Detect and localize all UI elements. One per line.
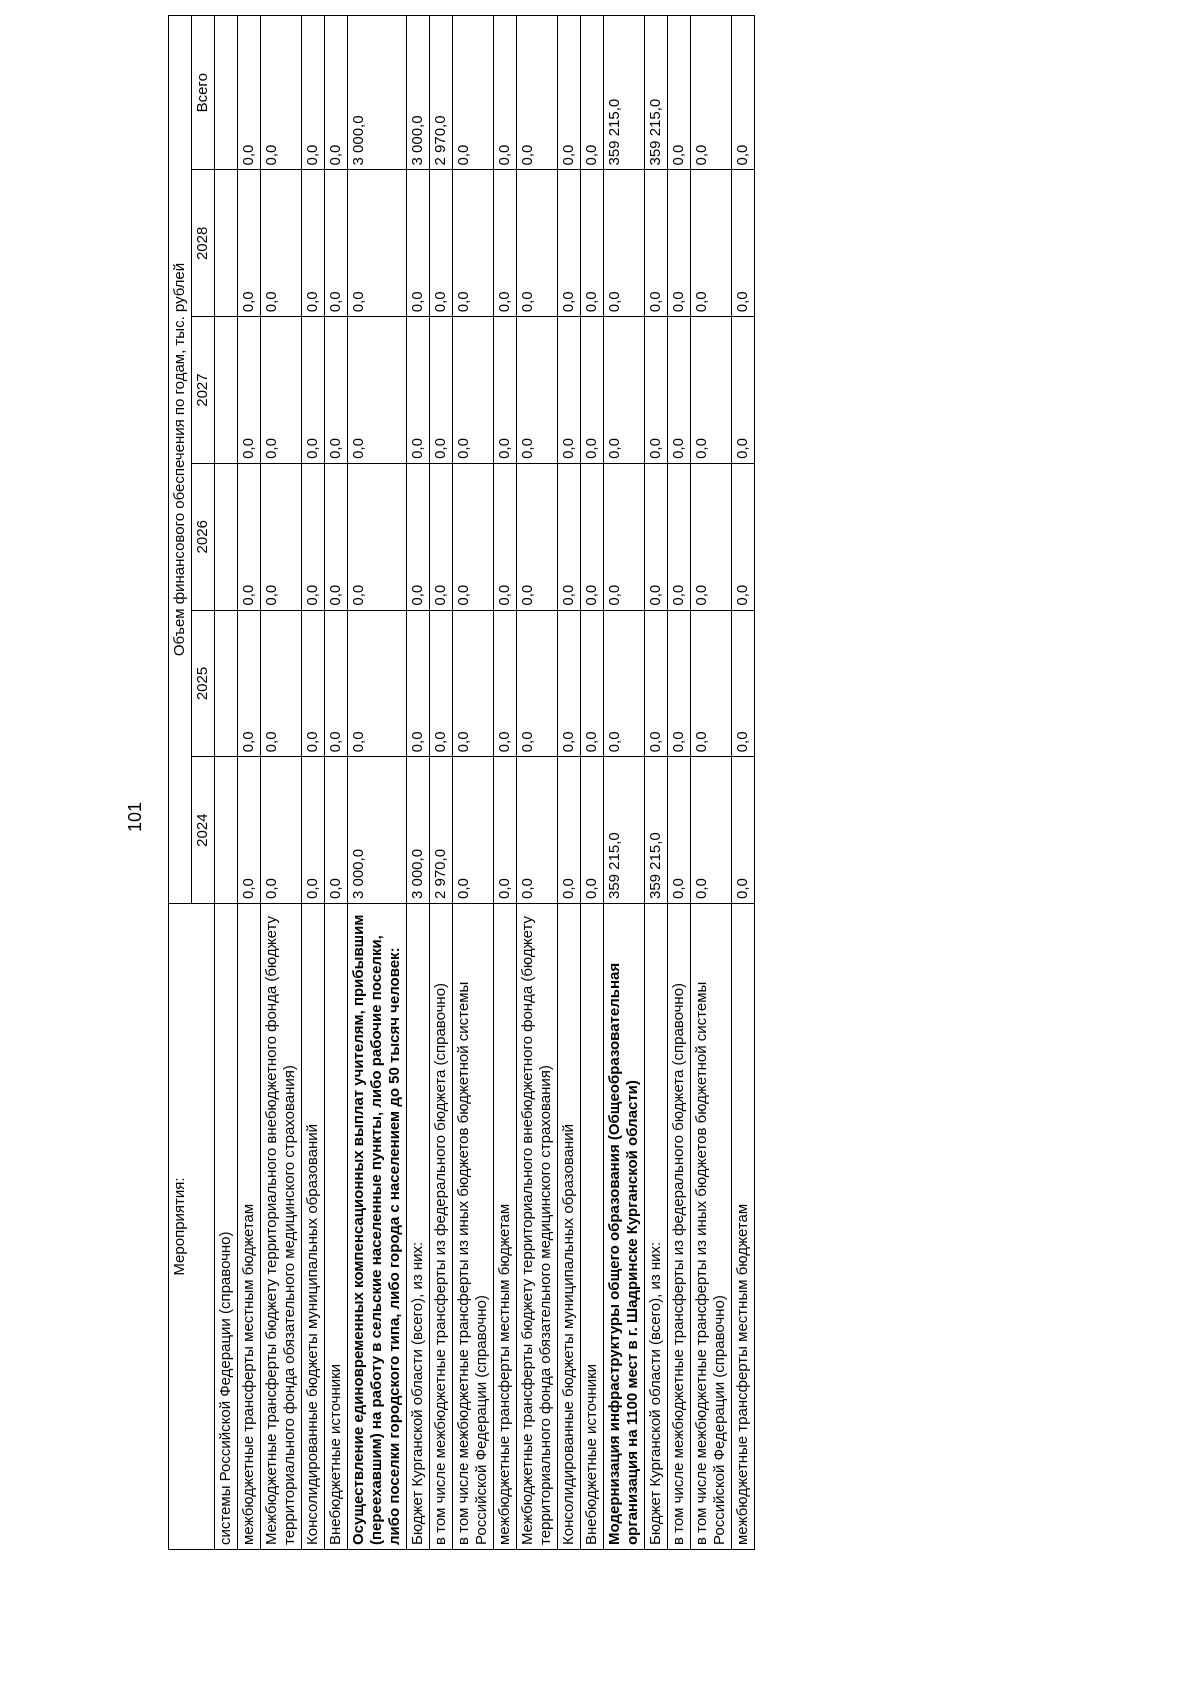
column-header-year: 2028 xyxy=(192,170,215,317)
cell-value: 359 215,0 xyxy=(604,757,645,904)
table-row xyxy=(668,16,691,1550)
cell-value: 0,0 xyxy=(581,463,604,610)
cell-value: 0,0 xyxy=(348,317,407,464)
cell-value: 0,0 xyxy=(581,317,604,464)
cell-value: 0,0 xyxy=(668,463,691,610)
cell-total: 0,0 xyxy=(261,16,302,171)
column-header-funding: Объем финансового обеспечения по годам, тыс. рублей xyxy=(169,16,192,904)
cell-value: 0,0 xyxy=(691,463,732,610)
column-header-year: 2024 xyxy=(192,757,215,904)
cell-value: 0,0 xyxy=(238,463,261,610)
rotated-table-container xyxy=(168,15,1078,1550)
cell-value: 0,0 xyxy=(691,317,732,464)
cell-value: 0,0 xyxy=(238,757,261,904)
cell-value: 0,0 xyxy=(517,317,558,464)
cell-value: 0,0 xyxy=(517,463,558,610)
cell-value xyxy=(215,317,238,464)
cell-value: 0,0 xyxy=(732,317,755,464)
cell-value: 0,0 xyxy=(430,610,453,757)
cell-value: 0,0 xyxy=(238,170,261,317)
cell-value: 0,0 xyxy=(325,757,348,904)
table-row xyxy=(302,16,325,1550)
column-header-activity: Мероприятия: xyxy=(169,904,215,1550)
row-label: Межбюджетные трансферты бюджету территориального внебюджетного фонда (бюджету территориального фонда обязательного медицинского страхования) xyxy=(517,904,558,1550)
table-row xyxy=(691,16,732,1550)
cell-total: 359 215,0 xyxy=(604,16,645,171)
cell-value: 0,0 xyxy=(604,463,645,610)
table-row xyxy=(517,16,558,1550)
cell-value: 0,0 xyxy=(407,317,430,464)
cell-value: 0,0 xyxy=(261,757,302,904)
row-label: в том числе межбюджетные трансферты из федерального бюджета (справочно) xyxy=(430,904,453,1550)
budget-table xyxy=(168,15,755,1550)
cell-value xyxy=(215,463,238,610)
cell-value: 0,0 xyxy=(494,757,517,904)
cell-value: 0,0 xyxy=(732,610,755,757)
page-number: 101 xyxy=(125,801,145,833)
row-label: межбюджетные трансферты местным бюджетам xyxy=(238,904,261,1550)
cell-value: 0,0 xyxy=(325,610,348,757)
cell-value: 0,0 xyxy=(407,610,430,757)
cell-value xyxy=(215,757,238,904)
cell-value: 0,0 xyxy=(732,757,755,904)
cell-total: 0,0 xyxy=(238,16,261,171)
column-header-year: 2026 xyxy=(192,463,215,610)
cell-value: 0,0 xyxy=(325,317,348,464)
cell-total: 0,0 xyxy=(517,16,558,171)
cell-value: 0,0 xyxy=(348,170,407,317)
cell-value: 0,0 xyxy=(348,463,407,610)
cell-total: 0,0 xyxy=(494,16,517,171)
row-label: Внебюджетные источники xyxy=(325,904,348,1550)
cell-value: 0,0 xyxy=(238,317,261,464)
cell-value: 0,0 xyxy=(645,463,668,610)
cell-value: 0,0 xyxy=(558,317,581,464)
cell-value: 0,0 xyxy=(430,170,453,317)
cell-total: 3 000,0 xyxy=(407,16,430,171)
table-body xyxy=(215,16,755,1550)
cell-value xyxy=(215,170,238,317)
cell-value: 0,0 xyxy=(494,317,517,464)
cell-value: 0,0 xyxy=(261,317,302,464)
cell-value: 0,0 xyxy=(430,317,453,464)
row-label: в том числе межбюджетные трансферты из иных бюджетов бюджетной системы Российской Федерации (справочно) xyxy=(691,904,732,1550)
cell-value: 0,0 xyxy=(668,757,691,904)
cell-total: 0,0 xyxy=(453,16,494,171)
cell-value: 0,0 xyxy=(691,610,732,757)
column-header-year: 2025 xyxy=(192,610,215,757)
cell-value: 0,0 xyxy=(604,317,645,464)
cell-value: 0,0 xyxy=(558,757,581,904)
row-label: межбюджетные трансферты местным бюджетам xyxy=(732,904,755,1550)
row-label: в том числе межбюджетные трансферты из иных бюджетов бюджетной системы Российской Федерации (справочно) xyxy=(453,904,494,1550)
row-label: Модернизация инфраструктуры общего образования (Общеобразовательная организация на 1100 мест в г. Шадринске Курганской области) xyxy=(604,904,645,1550)
row-label: Консолидированные бюджеты муниципальных образований xyxy=(302,904,325,1550)
table-row xyxy=(238,16,261,1550)
row-label: Бюджет Курганской области (всего), из них: xyxy=(645,904,668,1550)
cell-value: 0,0 xyxy=(325,463,348,610)
cell-value: 0,0 xyxy=(645,170,668,317)
cell-value: 0,0 xyxy=(668,170,691,317)
cell-value: 0,0 xyxy=(517,757,558,904)
cell-value: 0,0 xyxy=(517,170,558,317)
row-label: в том числе межбюджетные трансферты из федерального бюджета (справочно) xyxy=(668,904,691,1550)
cell-value: 0,0 xyxy=(691,170,732,317)
cell-value: 0,0 xyxy=(494,170,517,317)
cell-value: 0,0 xyxy=(302,463,325,610)
table-row xyxy=(494,16,517,1550)
cell-value: 0,0 xyxy=(453,610,494,757)
table-row xyxy=(581,16,604,1550)
cell-total: 359 215,0 xyxy=(645,16,668,171)
table-row xyxy=(325,16,348,1550)
cell-total: 2 970,0 xyxy=(430,16,453,171)
cell-value: 0,0 xyxy=(453,757,494,904)
cell-value: 0,0 xyxy=(645,610,668,757)
cell-value: 0,0 xyxy=(325,170,348,317)
cell-value: 0,0 xyxy=(494,463,517,610)
cell-value: 0,0 xyxy=(732,463,755,610)
cell-total: 0,0 xyxy=(581,16,604,171)
table-row xyxy=(348,16,407,1550)
cell-value: 0,0 xyxy=(604,170,645,317)
cell-value: 0,0 xyxy=(517,610,558,757)
cell-value: 0,0 xyxy=(348,610,407,757)
table-row xyxy=(558,16,581,1550)
cell-value: 0,0 xyxy=(453,463,494,610)
row-label: Осуществление единовременных компенсационных выплат учителям, прибывшим (переехавшим) на работу в сельские населенные пункты, либо рабочие поселки, либо поселки городского типа, либо города с населением до 50 тысяч человек: xyxy=(348,904,407,1550)
cell-total: 0,0 xyxy=(558,16,581,171)
table-row xyxy=(215,16,238,1550)
cell-value: 0,0 xyxy=(558,170,581,317)
cell-value: 0,0 xyxy=(407,463,430,610)
cell-value: 0,0 xyxy=(453,170,494,317)
cell-value: 0,0 xyxy=(581,610,604,757)
cell-total: 0,0 xyxy=(302,16,325,171)
cell-value: 3 000,0 xyxy=(407,757,430,904)
cell-value: 0,0 xyxy=(558,610,581,757)
table-row xyxy=(430,16,453,1550)
cell-total: 0,0 xyxy=(325,16,348,171)
cell-value: 0,0 xyxy=(302,757,325,904)
cell-value: 0,0 xyxy=(302,317,325,464)
cell-value: 0,0 xyxy=(558,463,581,610)
cell-value: 359 215,0 xyxy=(645,757,668,904)
row-label: Консолидированные бюджеты муниципальных образований xyxy=(558,904,581,1550)
table-row xyxy=(407,16,430,1550)
cell-value: 2 970,0 xyxy=(430,757,453,904)
cell-value: 3 000,0 xyxy=(348,757,407,904)
header-row-group xyxy=(169,16,192,1550)
cell-value: 0,0 xyxy=(581,170,604,317)
row-label: Внебюджетные источники xyxy=(581,904,604,1550)
cell-total xyxy=(215,16,238,171)
cell-value: 0,0 xyxy=(302,610,325,757)
cell-value: 0,0 xyxy=(604,610,645,757)
table-row xyxy=(645,16,668,1550)
cell-value: 0,0 xyxy=(302,170,325,317)
row-label: системы Российской Федерации (справочно) xyxy=(215,904,238,1550)
row-label: Бюджет Курганской области (всего), из них: xyxy=(407,904,430,1550)
column-header-total: Всего xyxy=(192,16,215,171)
row-label: межбюджетные трансферты местным бюджетам xyxy=(494,904,517,1550)
cell-value: 0,0 xyxy=(453,317,494,464)
cell-value: 0,0 xyxy=(732,170,755,317)
cell-value: 0,0 xyxy=(238,610,261,757)
table-row xyxy=(732,16,755,1550)
cell-value: 0,0 xyxy=(691,757,732,904)
table-row xyxy=(261,16,302,1550)
cell-value: 0,0 xyxy=(668,317,691,464)
cell-total: 3 000,0 xyxy=(348,16,407,171)
row-label: Межбюджетные трансферты бюджету территориального внебюджетного фонда (бюджету территориального фонда обязательного медицинского страхования) xyxy=(261,904,302,1550)
table-row xyxy=(604,16,645,1550)
column-header-year: 2027 xyxy=(192,317,215,464)
cell-value: 0,0 xyxy=(261,463,302,610)
cell-total: 0,0 xyxy=(691,16,732,171)
cell-total: 0,0 xyxy=(732,16,755,171)
cell-value: 0,0 xyxy=(261,610,302,757)
cell-value: 0,0 xyxy=(407,170,430,317)
cell-value: 0,0 xyxy=(261,170,302,317)
cell-value: 0,0 xyxy=(645,317,668,464)
cell-value: 0,0 xyxy=(668,610,691,757)
cell-value: 0,0 xyxy=(430,463,453,610)
cell-value xyxy=(215,610,238,757)
cell-value: 0,0 xyxy=(494,610,517,757)
cell-total: 0,0 xyxy=(668,16,691,171)
cell-value: 0,0 xyxy=(581,757,604,904)
table-row xyxy=(453,16,494,1550)
